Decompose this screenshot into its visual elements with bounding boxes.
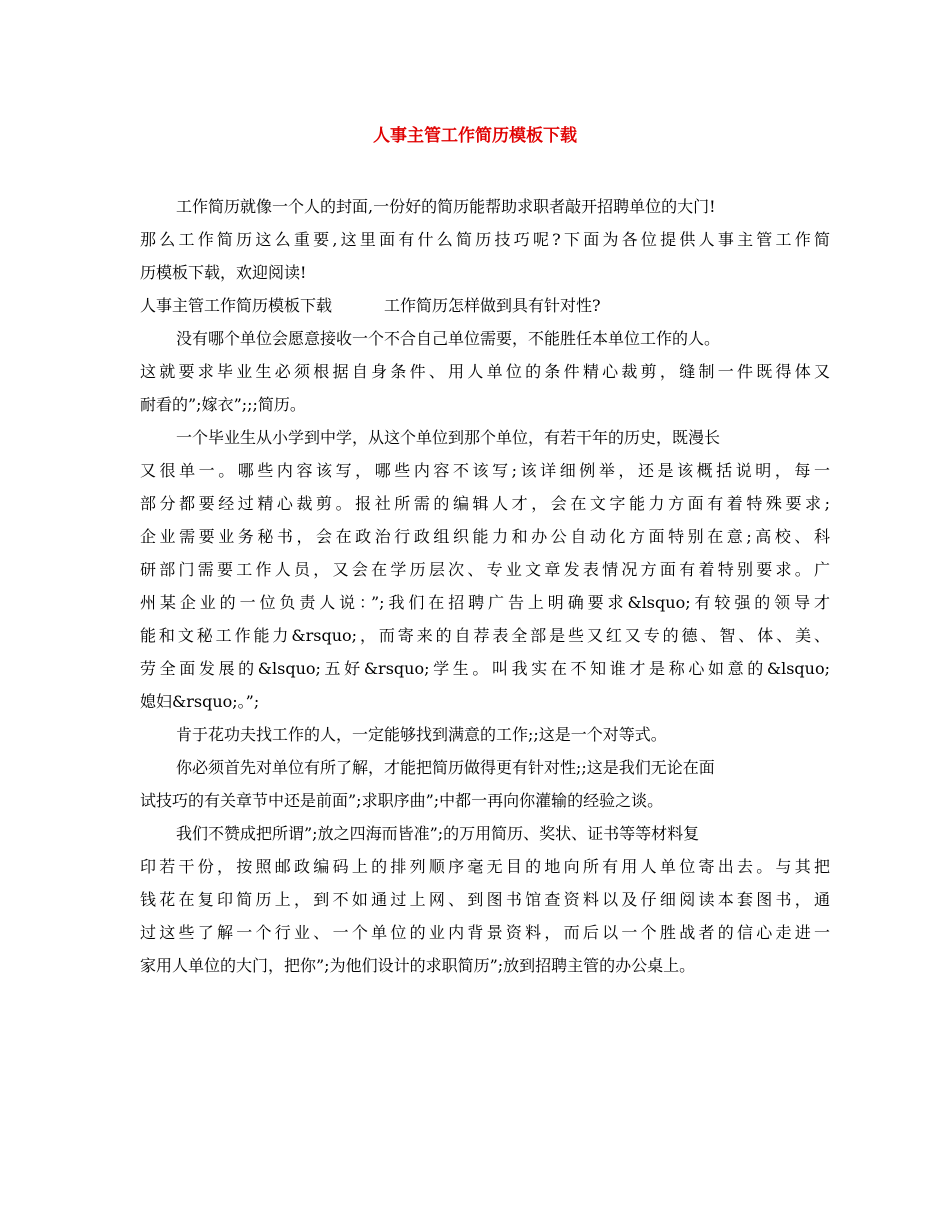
paragraph-line: 企业需要业务秘书，会在政治行政组织能力和办公自动化方面特别在意;高校、科	[140, 527, 830, 546]
paragraph-line: 肯于花功夫找工作的人，一定能够找到满意的工作;;这是一个对等式。	[176, 725, 667, 744]
paragraph-line: 那么工作简历这么重要,这里面有什么简历技巧呢?下面为各位提供人事主管工作简	[140, 230, 830, 249]
section-heading-right: 工作简历怎样做到具有针对性?	[384, 296, 601, 315]
paragraph-line: 又很单一。哪些内容该写，哪些内容不该写;该详细例举，还是该概括说明，每一	[140, 461, 830, 480]
section-heading-line	[140, 289, 830, 322]
paragraph-line: 研部门需要工作人员，又会在学历层次、专业文章发表情况方面有着特别要求。广	[140, 560, 830, 579]
paragraph-line: 州某企业的一位负责人说：”;我们在招聘广告上明确要求&lsquo;有较强的领导才	[140, 593, 830, 612]
paragraph-line: 工作简历就像一个人的封面,一份好的简历能帮助求职者敲开招聘单位的大门!	[176, 197, 716, 216]
paragraph-line: 没有哪个单位会愿意接收一个不合自己单位需要，不能胜任本单位工作的人。	[176, 329, 721, 348]
paragraph-line: 部分都要经过精心裁剪。报社所需的编辑人才，会在文字能力方面有着特殊要求;	[140, 494, 830, 513]
paragraph-line: 过这些了解一个行业、一个单位的业内背景资料，而后以一个胜战者的信心走进一	[140, 923, 830, 942]
paragraph-line: 劳全面发展的&lsquo;五好&rsquo;学生。叫我实在不知谁才是称心如意的&lsquo;	[140, 659, 830, 678]
paragraph-line: 这就要求毕业生必须根据自身条件、用人单位的条件精心裁剪，缝制一件既得体又	[140, 362, 830, 381]
paragraph-line: 钱花在复印简历上，到不如通过上网、到图书馆查资料以及仔细阅读本套图书，通	[140, 890, 830, 909]
paragraph-line: 印若干份，按照邮政编码上的排列顺序毫无目的地向所有用人单位寄出去。与其把	[140, 857, 830, 876]
document-body	[140, 190, 830, 982]
paragraph-line: 能和文秘工作能力&rsquo;，而寄来的自荐表全部是些又红又专的德、智、体、美、	[140, 626, 830, 645]
section-heading-left: 人事主管工作简历模板下载	[140, 296, 333, 315]
paragraph-line: 一个毕业生从小学到中学，从这个单位到那个单位，有若干年的历史，既漫长	[176, 428, 721, 447]
paragraph-line: 媳妇&rsquo;。”;	[140, 692, 260, 711]
document-title: 人事主管工作简历模板下载	[373, 126, 577, 146]
paragraph-line: 家用人单位的大门，把你”;为他们设计的求职简历”;放到招聘主管的办公桌上。	[140, 956, 696, 975]
paragraph-line: 试技巧的有关章节中还是前面”;求职序曲”;中都一再向你灌输的经验之谈。	[140, 791, 664, 810]
paragraph-line: 我们不赞成把所谓”;放之四海而皆准”;的万用简历、奖状、证书等等材料复	[176, 824, 700, 843]
paragraph-line: 历模板下载，欢迎阅读!	[140, 263, 307, 282]
paragraph-line: 耐看的”;嫁衣”;;;简历。	[140, 395, 306, 414]
paragraph-line: 你必须首先对单位有所了解，才能把简历做得更有针对性;;这是我们无论在面	[176, 758, 715, 777]
